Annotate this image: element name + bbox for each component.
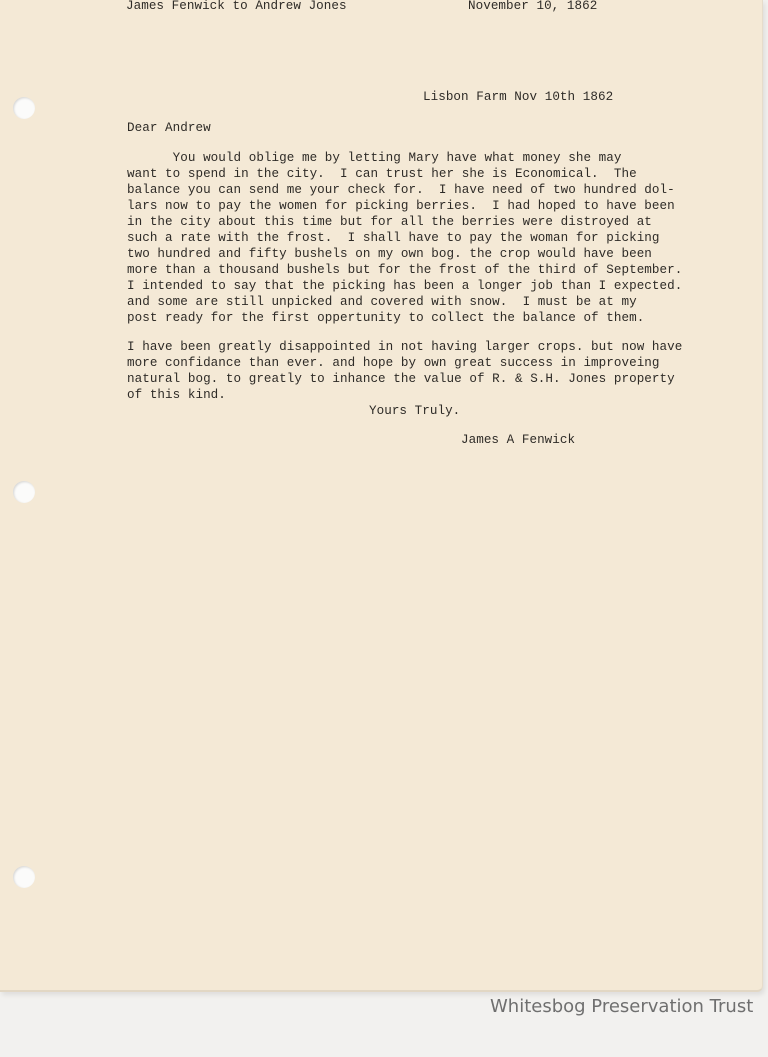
- body-line: two hundred and fifty bushels on my own bog. the crop would have been: [127, 247, 652, 261]
- body-line: and some are still unpicked and covered with snow. I must be at my: [127, 295, 637, 309]
- body-line: more than a thousand bushels but for the frost of the third of September.: [127, 263, 683, 277]
- body-line: such a rate with the frost. I shall have to pay the woman for picking: [127, 231, 660, 245]
- closing: Yours Truly.: [369, 404, 461, 418]
- body-line: I have been greatly disappointed in not having larger crops. but now have: [127, 340, 683, 354]
- watermark-text: Whitesbog Preservation Trust: [490, 996, 754, 1017]
- body-line: of this kind.: [127, 388, 226, 402]
- signature: James A Fenwick: [461, 433, 576, 447]
- punch-hole-bottom: [13, 866, 35, 888]
- body-line: want to spend in the city. I can trust her she is Economical. The: [127, 167, 637, 181]
- body-line: natural bog. to greatly to inhance the value of R. & S.H. Jones property: [127, 372, 675, 386]
- body-line: I intended to say that the picking has been a longer job than I expected.: [127, 279, 683, 293]
- punch-hole-top: [13, 97, 35, 119]
- dateline: Lisbon Farm Nov 10th 1862: [423, 90, 614, 104]
- body-line: balance you can send me your check for. I have need of two hundred dol-: [127, 183, 675, 197]
- body-line: more confidance than ever. and hope by own great success in improveing: [127, 356, 660, 370]
- header-left-title: James Fenwick to Andrew Jones: [126, 0, 347, 13]
- salutation: Dear Andrew: [127, 121, 211, 135]
- body-line: lars now to pay the women for picking berries. I had hoped to have been: [127, 199, 675, 213]
- body-line: post ready for the first oppertunity to collect the balance of them.: [127, 311, 645, 325]
- punch-hole-middle: [13, 481, 35, 503]
- body-line: in the city about this time but for all the berries were distroyed at: [127, 215, 652, 229]
- body-line: You would oblige me by letting Mary have what money she may: [127, 151, 622, 165]
- header-right-date: November 10, 1862: [468, 0, 598, 13]
